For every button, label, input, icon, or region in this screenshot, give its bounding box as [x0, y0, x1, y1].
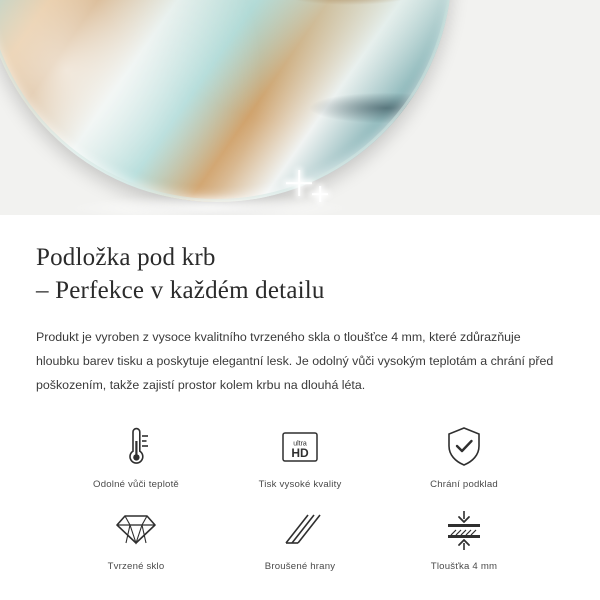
marble-glass-disc-image — [0, 0, 452, 202]
feature-item-temperature — [54, 424, 218, 490]
hd-text: HD — [291, 445, 309, 460]
page-title — [36, 241, 564, 307]
page-title-line-1: Podložka pod krb — [36, 244, 216, 271]
feature-grid — [36, 424, 564, 572]
feature-label: Tloušťka 4 mm — [430, 560, 498, 572]
ultra-text: ultra — [293, 440, 307, 448]
page-title-line-2: – Perfekce v každém detailu — [36, 277, 325, 304]
feature-item-print-quality — [218, 424, 382, 490]
polished-edges-icon — [278, 506, 322, 552]
description-paragraph: Produkt je vyroben z vysoce kvalitního tvrzeného skla o tloušťce 4 mm, které zdůrazňuje hloubku barev tisku a poskytuje elegantní lesk. Je odolný vůči vysokým teplotám a chrání před poškozením, takže zajistí prostor kolem krbu na dlouhá léta. — [36, 330, 554, 393]
ultra-hd-icon — [279, 424, 321, 470]
feature-item-thickness — [382, 506, 546, 572]
thermometer-icon — [119, 424, 153, 470]
feature-item-polished-edges — [218, 506, 382, 572]
shield-check-icon — [445, 424, 483, 470]
feature-label: Tisk vysoké kvality — [258, 478, 342, 490]
hero-image-section — [0, 0, 600, 215]
feature-item-protection — [382, 424, 546, 490]
content-section — [0, 215, 600, 572]
feature-label: Tvrzené sklo — [107, 560, 165, 572]
feature-item-tempered-glass — [54, 506, 218, 572]
diamond-icon — [114, 506, 158, 552]
thickness-icon — [442, 506, 486, 552]
feature-label: Chrání podklad — [430, 478, 498, 490]
feature-label: Odolné vůči teplotě — [93, 478, 179, 490]
glass-edge-glow — [60, 195, 360, 215]
feature-label: Broušené hrany — [264, 560, 336, 572]
